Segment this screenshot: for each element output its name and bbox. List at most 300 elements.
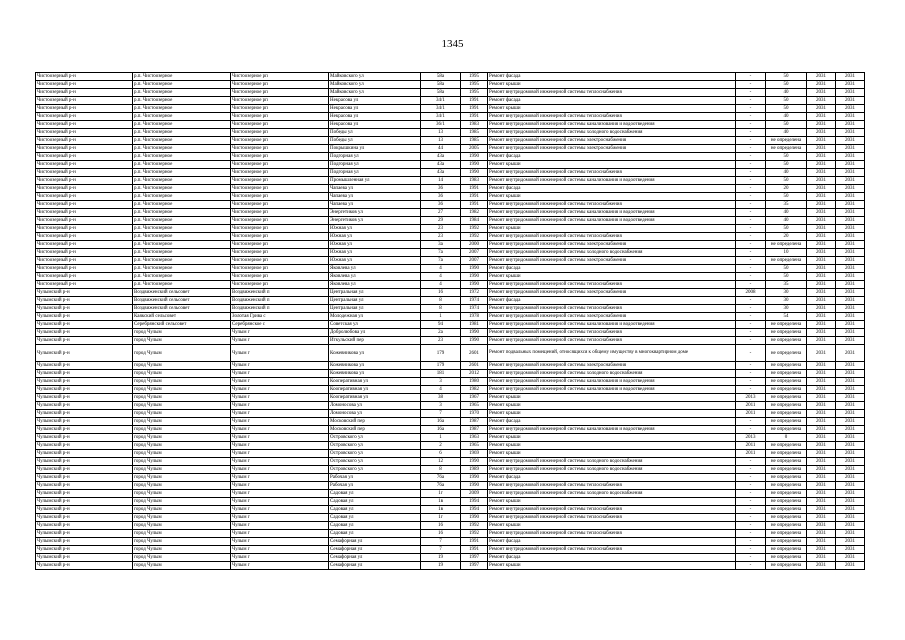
cell-plan-start: 2031 [807,201,836,209]
cell-plan-end: 2031 [836,394,865,402]
cell-house: 3а [421,241,461,249]
table-row [36,482,865,490]
cell-wear-percent: не определена [766,490,807,498]
cell-year: 1995 [461,81,488,89]
cell-street: Островского ул [329,458,421,466]
cell-wear-percent: не определена [766,386,807,394]
cell-wear-percent: не определена [766,466,807,474]
cell-plan-end: 2031 [836,241,865,249]
cell-year: 1978 [461,313,488,321]
cell-municipality: р.п. Чистоозерное [133,145,231,153]
cell-house: 4 [421,281,461,289]
cell-wear-percent: не определена [766,442,807,450]
cell-work-type: Ремонт фасада [488,474,736,482]
cell-settlement: Чистоозерное рп [231,241,329,249]
table-row [36,281,865,289]
table-row [36,201,865,209]
table-row [36,161,865,169]
cell-settlement: Чулым г [231,562,329,570]
cell-wear-percent: 50 [766,73,807,81]
cell-work-type: Ремонт крыши [488,498,736,506]
cell-last-repair: - [736,386,766,394]
cell-district: Чистоозерный р-н [36,161,133,169]
cell-house: 36 [421,193,461,201]
cell-municipality: р.п. Чистоозерное [133,97,231,105]
cell-district: Чулымский р-н [36,498,133,506]
cell-house: 181 [421,370,461,378]
cell-last-repair: - [736,81,766,89]
cell-plan-end: 2031 [836,562,865,570]
table-row [36,193,865,201]
cell-last-repair: - [736,273,766,281]
table-row [36,522,865,530]
cell-settlement: Чистоозерное рп [231,113,329,121]
cell-plan-end: 2031 [836,321,865,329]
cell-settlement: Чулым г [231,386,329,394]
page-number: 1345 [441,38,464,50]
table-row [36,474,865,482]
table-row [36,426,865,434]
table-row [36,498,865,506]
cell-street: Садовая ул [329,530,421,538]
cell-last-repair: - [736,225,766,233]
cell-plan-end: 2031 [836,97,865,105]
cell-wear-percent: 50 [766,273,807,281]
cell-street: Московский пер [329,426,421,434]
cell-settlement: Чулым г [231,450,329,458]
table-row [36,297,865,305]
cell-work-type: Ремонт крыши [488,193,736,201]
cell-year: 1990 [461,281,488,289]
cell-last-repair: - [736,145,766,153]
table-row [36,337,865,345]
cell-settlement: Чистоозерное рп [231,209,329,217]
cell-wear-percent: 40 [766,209,807,217]
cell-house: 3 [421,402,461,410]
cell-street: Южная ул [329,225,421,233]
cell-wear-percent: 40 [766,113,807,121]
cell-last-repair: - [736,169,766,177]
cell-work-type: Ремонт фасада [488,554,736,562]
cell-municipality: р.п. Чистоозерное [133,273,231,281]
cell-house: 2а [421,329,461,337]
cell-settlement: Чистоозерное рп [231,217,329,225]
cell-wear-percent: 50 [766,121,807,129]
cell-district: Чулымский р-н [36,506,133,514]
cell-municipality: город Чулым [133,498,231,506]
cell-plan-start: 2031 [807,546,836,554]
cell-year: 1992 [461,522,488,530]
cell-work-type: Ремонт внутридомовой инженерной системы холодного водоснабжения [488,458,736,466]
cell-district: Чулымский р-н [36,442,133,450]
cell-settlement: Чулым г [231,394,329,402]
table-row [36,137,865,145]
table-body [36,73,865,570]
cell-last-repair: - [736,482,766,490]
cell-plan-end: 2031 [836,345,865,362]
cell-settlement: Чулым г [231,458,329,466]
cell-district: Чулымский р-н [36,370,133,378]
cell-plan-start: 2031 [807,329,836,337]
cell-plan-end: 2031 [836,177,865,185]
cell-year: 1972 [461,289,488,297]
cell-plan-start: 2031 [807,273,836,281]
cell-settlement: Чистоозерное рп [231,185,329,193]
cell-last-repair: - [736,370,766,378]
cell-municipality: р.п. Чистоозерное [133,169,231,177]
cell-house: 36 [421,201,461,209]
cell-year: 1983 [461,121,488,129]
cell-municipality: город Чулым [133,337,231,345]
capital-repair-table [35,72,865,570]
cell-settlement: Чистоозерное рп [231,145,329,153]
cell-plan-end: 2031 [836,418,865,426]
cell-wear-percent: не определена [766,530,807,538]
cell-settlement: Чулым г [231,337,329,345]
table-row [36,546,865,554]
cell-plan-start: 2031 [807,313,836,321]
cell-plan-start: 2031 [807,426,836,434]
cell-house: 19 [421,554,461,562]
cell-municipality: р.п. Чистоозерное [133,265,231,273]
cell-house: 7 [421,538,461,546]
cell-street: Чапаева ул [329,185,421,193]
cell-year: 1997 [461,554,488,562]
cell-plan-end: 2031 [836,522,865,530]
cell-last-repair: - [736,233,766,241]
cell-district: Чистоозерный р-н [36,81,133,89]
cell-work-type: Ремонт крыши [488,522,736,530]
cell-district: Чулымский р-н [36,386,133,394]
cell-work-type: Ремонт внутридомовой инженерной системы теплоснабжения [488,546,736,554]
cell-settlement: Чулым г [231,522,329,530]
cell-house: 12 [421,458,461,466]
cell-last-repair: - [736,265,766,273]
cell-settlement: Чулым г [231,466,329,474]
cell-year: 1990 [461,161,488,169]
cell-street: Майковского ул [329,89,421,97]
cell-municipality: р.п. Чистоозерное [133,177,231,185]
cell-settlement: Чистоозерное рп [231,169,329,177]
cell-house: 1 [421,434,461,442]
cell-wear-percent: 40 [766,89,807,97]
cell-plan-start: 2031 [807,185,836,193]
cell-wear-percent: 35 [766,281,807,289]
table-row [36,434,865,442]
cell-wear-percent: не определена [766,522,807,530]
table-row [36,410,865,418]
table-row [36,313,865,321]
cell-plan-start: 2031 [807,522,836,530]
cell-street: Кожевникова ул [329,362,421,370]
cell-wear-percent: не определена [766,474,807,482]
cell-plan-end: 2031 [836,297,865,305]
cell-last-repair: - [736,257,766,265]
cell-settlement: Чулым г [231,482,329,490]
cell-work-type: Ремонт внутридомовой инженерной системы теплоснабжения [488,506,736,514]
cell-settlement: Чулым г [231,378,329,386]
cell-district: Чистоозерный р-н [36,97,133,105]
table-row [36,562,865,570]
table-row [36,273,865,281]
table-row [36,378,865,386]
cell-settlement: Воздвиженский п [231,289,329,297]
cell-settlement: Чулым г [231,498,329,506]
cell-plan-end: 2031 [836,442,865,450]
cell-municipality: р.п. Чистоозерное [133,241,231,249]
cell-last-repair: - [736,281,766,289]
cell-year: 1985 [461,137,488,145]
cell-wear-percent: 50 [766,265,807,273]
cell-street: Островского ул [329,442,421,450]
cell-street: Промышленная ул [329,177,421,185]
cell-last-repair: - [736,538,766,546]
cell-municipality: город Чулым [133,418,231,426]
cell-wear-percent: 50 [766,81,807,89]
cell-wear-percent: не определена [766,498,807,506]
cell-plan-start: 2031 [807,121,836,129]
cell-municipality: город Чулым [133,490,231,498]
cell-plan-end: 2031 [836,506,865,514]
cell-last-repair: 2013 [736,394,766,402]
cell-house: 43а [421,153,461,161]
table-row [36,153,865,161]
cell-plan-start: 2031 [807,177,836,185]
table-row [36,418,865,426]
cell-street: Энергетиков ул [329,217,421,225]
cell-work-type: Ремонт внутридомовой инженерной системы холодного водоснабжения [488,490,736,498]
cell-last-repair: - [736,418,766,426]
cell-plan-end: 2031 [836,378,865,386]
cell-municipality: город Чулым [133,530,231,538]
table-row [36,217,865,225]
cell-municipality: город Чулым [133,482,231,490]
cell-municipality: р.п. Чистоозерное [133,217,231,225]
cell-plan-start: 2031 [807,257,836,265]
cell-work-type: Ремонт крыши [488,442,736,450]
cell-settlement: Чистоозерное рп [231,257,329,265]
cell-year: 1995 [461,73,488,81]
cell-last-repair: - [736,522,766,530]
cell-street: Победы ул [329,129,421,137]
cell-wear-percent: не определена [766,394,807,402]
cell-plan-end: 2031 [836,81,865,89]
cell-municipality: город Чулым [133,522,231,530]
cell-year: 2007 [461,257,488,265]
cell-municipality: р.п. Чистоозерное [133,193,231,201]
cell-last-repair: - [736,193,766,201]
cell-settlement: Чулым г [231,538,329,546]
cell-street: Садовая ул [329,514,421,522]
cell-street: Покрышкина ул [329,145,421,153]
cell-house: 8 [421,297,461,305]
cell-plan-start: 2031 [807,281,836,289]
cell-year: 1992 [461,233,488,241]
cell-district: Чулымский р-н [36,313,133,321]
cell-municipality: город Чулым [133,410,231,418]
cell-house: 34/1 [421,113,461,121]
cell-district: Чистоозерный р-н [36,113,133,121]
cell-work-type: Ремонт внутридомовой инженерной системы теплоснабжения [488,281,736,289]
cell-house: 23 [421,233,461,241]
cell-street: Островского ул [329,450,421,458]
cell-municipality: город Чулым [133,450,231,458]
cell-settlement: Чистоозерное рп [231,161,329,169]
cell-plan-end: 2031 [836,153,865,161]
cell-last-repair: - [736,506,766,514]
cell-wear-percent: не определена [766,410,807,418]
cell-work-type: Ремонт внутридомовой инженерной системы теплоснабжения [488,482,736,490]
cell-year: 1990 [461,273,488,281]
cell-plan-end: 2031 [836,514,865,522]
cell-plan-start: 2031 [807,81,836,89]
cell-plan-end: 2031 [836,129,865,137]
cell-last-repair: - [736,305,766,313]
table-row [36,113,865,121]
cell-house: 13 [421,129,461,137]
table-row [36,185,865,193]
cell-municipality: Воздвиженский сельсовет [133,289,231,297]
cell-district: Чистоозерный р-н [36,137,133,145]
cell-district: Чистоозерный р-н [36,153,133,161]
table-row [36,177,865,185]
cell-year: 1987 [461,418,488,426]
cell-last-repair: - [736,490,766,498]
cell-wear-percent: не определена [766,514,807,522]
cell-house: 7а [421,249,461,257]
cell-last-repair: - [736,554,766,562]
cell-plan-end: 2031 [836,329,865,337]
cell-work-type: Ремонт внутридомовой инженерной системы электроснабжения [488,362,736,370]
cell-plan-end: 2031 [836,474,865,482]
cell-settlement: Чистоозерное рп [231,249,329,257]
cell-wear-percent: не определена [766,482,807,490]
cell-house: 94 [421,321,461,329]
cell-street: Островского ул [329,434,421,442]
cell-settlement: Чулым г [231,362,329,370]
cell-last-repair: - [736,297,766,305]
table-row [36,450,865,458]
cell-last-repair: - [736,113,766,121]
cell-year: 2601 [461,345,488,362]
cell-last-repair: 2008 [736,289,766,297]
cell-plan-end: 2031 [836,530,865,538]
cell-wear-percent: 50 [766,193,807,201]
cell-wear-percent: не определена [766,137,807,145]
cell-settlement: Чистоозерное рп [231,265,329,273]
cell-wear-percent: не определена [766,562,807,570]
cell-wear-percent: не определена [766,450,807,458]
cell-plan-start: 2031 [807,225,836,233]
cell-year: 1991 [461,538,488,546]
cell-work-type: Ремонт внутридомовой инженерной системы канализования и водоотведения [488,177,736,185]
cell-last-repair: - [736,426,766,434]
cell-municipality: р.п. Чистоозерное [133,161,231,169]
table-row [36,345,865,362]
cell-last-repair: - [736,137,766,145]
cell-district: Чулымский р-н [36,337,133,345]
cell-municipality: р.п. Чистоозерное [133,121,231,129]
cell-house: 43а [421,169,461,177]
cell-plan-end: 2031 [836,257,865,265]
cell-last-repair: - [736,177,766,185]
cell-last-repair: - [736,362,766,370]
cell-work-type: Ремонт внутридомовой инженерной системы теплоснабжения [488,305,736,313]
cell-house: 1г [421,514,461,522]
cell-plan-end: 2031 [836,410,865,418]
cell-year: 1994 [461,506,488,514]
cell-year: 1980 [461,378,488,386]
cell-year: 1992 [461,225,488,233]
cell-year: 1990 [461,169,488,177]
cell-wear-percent: не определена [766,554,807,562]
cell-street: Яковлева ул [329,273,421,281]
cell-plan-end: 2031 [836,362,865,370]
cell-work-type: Ремонт крыши [488,562,736,570]
cell-year: 1990 [461,153,488,161]
cell-last-repair: - [736,121,766,129]
cell-district: Чулымский р-н [36,345,133,362]
cell-municipality: город Чулым [133,458,231,466]
cell-street: Рабочая ул [329,474,421,482]
cell-year: 1991 [461,546,488,554]
table-row [36,289,865,297]
cell-year: 1990 [461,482,488,490]
cell-street: Некрасова ул [329,113,421,121]
cell-street: Южная ул [329,249,421,257]
cell-work-type: Ремонт внутридомовой инженерной системы теплоснабжения [488,337,736,345]
cell-wear-percent: не определена [766,337,807,345]
cell-house: 58а [421,81,461,89]
cell-street: Центральная ул [329,297,421,305]
cell-municipality: р.п. Чистоозерное [133,73,231,81]
cell-district: Чулымский р-н [36,562,133,570]
cell-wear-percent: 0 [766,434,807,442]
cell-wear-percent: не определена [766,402,807,410]
cell-year: 2012 [461,370,488,378]
cell-house: 7 [421,410,461,418]
cell-municipality: р.п. Чистоозерное [133,209,231,217]
cell-plan-end: 2031 [836,193,865,201]
cell-street: Чапаева ул [329,193,421,201]
cell-settlement: Чулым г [231,370,329,378]
cell-last-repair: - [736,474,766,482]
cell-wear-percent: 54 [766,313,807,321]
cell-district: Чулымский р-н [36,410,133,418]
cell-last-repair: - [736,97,766,105]
cell-municipality: город Чулым [133,442,231,450]
cell-house: 16 [421,522,461,530]
cell-work-type: Ремонт внутридомовой инженерной системы теплоснабжения [488,89,736,97]
cell-last-repair: - [736,458,766,466]
cell-year: 1967 [461,394,488,402]
cell-year: 1990 [461,514,488,522]
cell-district: Чулымский р-н [36,530,133,538]
cell-district: Чулымский р-н [36,297,133,305]
cell-wear-percent: 40 [766,169,807,177]
cell-municipality: город Чулым [133,538,231,546]
cell-work-type: Ремонт внутридомовой инженерной системы канализования и водоотведения [488,321,736,329]
cell-street: Центральная ул [329,289,421,297]
table-row [36,89,865,97]
cell-work-type: Ремонт внутридомовой инженерной системы канализования и водоотведения [488,426,736,434]
cell-plan-end: 2031 [836,289,865,297]
cell-district: Чулымский р-н [36,394,133,402]
cell-district: Чистоозерный р-н [36,105,133,113]
cell-work-type: Ремонт фасада [488,153,736,161]
cell-plan-end: 2031 [836,538,865,546]
table-row [36,249,865,257]
